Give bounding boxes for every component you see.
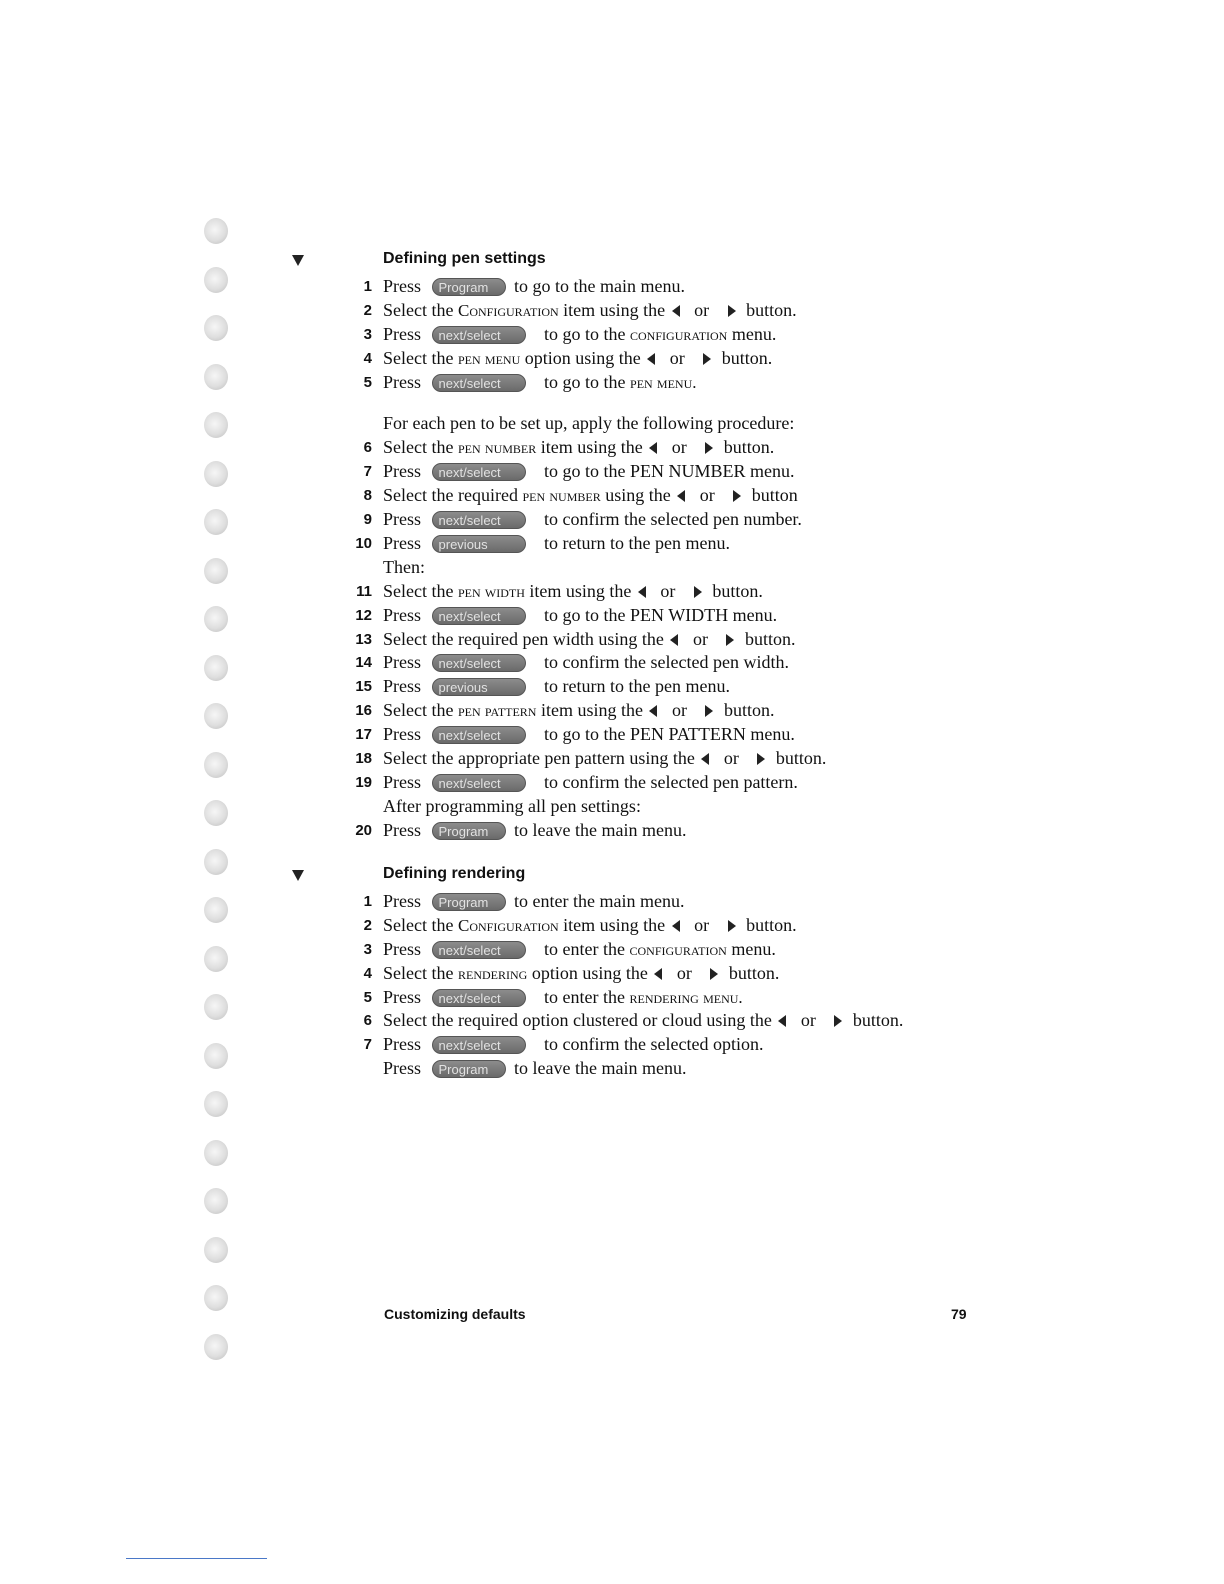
step-text-fragment: button. [746,915,797,935]
step-text-fragment: or [660,581,676,601]
step-text-fragment: Select the [383,700,454,720]
step-text-fragment: to enter the main menu. [514,891,685,911]
binder-hole [204,1188,228,1214]
step-text [383,411,794,435]
step-text-fragment: option using the [524,348,641,368]
next-select-key-icon: next/select [432,326,526,344]
step-number: 17 [355,726,372,743]
step-text-fragment: to return to the pen menu. [544,533,730,553]
left-arrow-icon [654,968,662,980]
step-text-fragment: Select the [383,437,454,457]
left-arrow-icon [649,442,657,454]
binder-hole [204,655,228,681]
binder-hole [204,315,228,341]
step-text-fragment: button. [723,700,775,720]
step-text [383,346,772,371]
step-text [383,507,802,531]
step-text [383,818,686,842]
program-key-icon: Program [432,893,506,911]
binder-hole [204,558,228,584]
step-text-fragment: or [676,963,692,983]
right-arrow-icon [728,305,736,317]
step-number: 14 [355,654,372,671]
next-select-key-icon: next/select [432,463,526,481]
left-arrow-icon [778,1015,786,1027]
binder-hole [204,218,228,244]
binder-holes [200,218,234,1363]
step-text-fragment: or [694,915,710,935]
step-text-fragment: After programming all pen settings: [383,796,641,816]
binder-hole [204,1140,228,1166]
step-text-fragment: Select the [383,348,454,368]
binder-hole [204,752,228,778]
page-number: 79 [951,1306,967,1322]
step-text [383,674,730,698]
step-number: 9 [363,511,372,528]
next-select-key-icon: next/select [432,774,526,792]
step-number: 2 [363,302,372,319]
step-text-fragment: button. [746,300,797,320]
section-title: Defining pen settings [383,250,546,267]
step-number: 6 [363,439,372,456]
left-arrow-icon [672,305,680,317]
next-select-key-icon: next/select [432,607,526,625]
section-arrow-icon [292,870,304,881]
binder-hole [204,412,228,438]
menu-item-name: configuration [629,940,727,959]
menu-item-name: pen width [457,582,525,601]
program-key-icon: Program [432,278,506,296]
step-number: 1 [363,278,372,295]
step-number: 13 [355,631,372,648]
step-text [383,531,730,555]
step-text-fragment: to go to the main menu. [514,276,685,296]
binder-hole [204,897,228,923]
step-number: 3 [363,326,372,343]
right-arrow-icon [757,753,765,765]
menu-item-name: pen number [522,486,601,505]
step-text-fragment: or [800,1010,816,1030]
previous-key-icon: previous [432,535,526,553]
right-arrow-icon [705,705,713,717]
step-number: 3 [363,941,372,958]
step-text-fragment: to confirm the selected pen number. [544,509,802,529]
binder-hole [204,1091,228,1117]
step-text [383,298,797,323]
step-text-fragment: button. [744,629,796,649]
step-text-fragment: to enter the [544,987,625,1007]
step-text [383,1056,686,1080]
step-text [383,1008,903,1032]
step-text [383,483,798,508]
step-text-fragment: Select the [383,963,454,983]
menu-item-name: Configuration [457,301,559,320]
step-number: 11 [356,583,372,600]
step-text-fragment: to return to the pen menu. [544,676,730,696]
menu-item-name: configuration [630,325,728,344]
right-arrow-icon [710,968,718,980]
binder-hole [204,1334,228,1360]
step-number: 16 [355,702,372,719]
step-text-fragment: to go to the PEN WIDTH menu. [544,605,778,625]
previous-key-icon: previous [432,678,526,696]
binder-hole [204,364,228,390]
step-text-fragment: For each pen to be set up, apply the following procedure: [383,413,795,433]
binder-hole [204,1237,228,1263]
step-text-fragment: to confirm the selected pen width. [544,652,789,672]
step-text-fragment: button. [712,581,763,601]
step-text-fragment: menu. [731,939,776,959]
left-arrow-icon [647,353,655,365]
step-text [383,913,797,938]
step-text [383,889,684,913]
step-text-fragment: to go to the PEN NUMBER menu. [544,461,795,481]
step-number: 5 [363,374,372,391]
footer-title: Customizing defaults [384,1306,526,1322]
step-text-fragment: item using the [540,700,643,720]
step-text [383,555,425,579]
section-title: Defining rendering [383,865,526,882]
step-number: 18 [355,750,372,767]
right-arrow-icon [834,1015,842,1027]
step-number: 7 [363,463,372,480]
step-text-fragment: item using the [563,915,666,935]
step-text [383,579,763,604]
step-text-fragment: Press [383,820,422,840]
step-number: 10 [355,535,372,552]
program-key-icon: Program [432,1060,506,1078]
step-text-fragment: or [699,485,715,505]
binder-hole [204,1285,228,1311]
step-number: 4 [363,965,372,982]
step-text [383,322,776,347]
program-key-icon: Program [432,822,506,840]
right-arrow-icon [726,634,734,646]
binder-hole [204,461,228,487]
step-text-fragment: Select the required [383,485,518,505]
right-arrow-icon [728,920,736,932]
step-text-fragment: Press [383,461,422,481]
left-arrow-icon [701,753,709,765]
step-text-fragment: to go to the PEN PATTERN menu. [544,724,795,744]
step-text [383,1032,763,1056]
step-text-fragment: Press [383,324,422,344]
right-arrow-icon [694,586,702,598]
step-text [383,746,826,770]
step-text [383,435,774,460]
step-text-fragment: or [671,700,687,720]
step-text [383,937,776,962]
step-text-fragment: Press [383,1058,422,1078]
step-text-fragment: button. [721,348,773,368]
menu-item-name: pen number [457,438,537,457]
step-text [383,794,641,818]
step-text-fragment: Press [383,533,422,553]
step-number: 7 [363,1036,372,1053]
right-arrow-icon [705,442,713,454]
step-text-fragment: menu. [731,324,777,344]
step-text-fragment: button. [775,748,827,768]
binder-hole [204,800,228,826]
binder-hole [204,946,228,972]
step-text-fragment: button [751,485,798,505]
step-text [383,961,779,986]
next-select-key-icon: next/select [432,726,526,744]
step-text [383,722,795,746]
binder-hole [204,509,228,535]
binder-hole [204,994,228,1020]
step-text-fragment: Then: [383,557,425,577]
step-text-fragment: to enter the [544,939,625,959]
step-text [383,698,775,723]
step-number: 2 [363,917,372,934]
step-number: 8 [363,487,372,504]
next-select-key-icon: next/select [432,511,526,529]
binder-hole [204,267,228,293]
step-text-fragment: button. [723,437,775,457]
next-select-key-icon: next/select [432,374,526,392]
step-text-fragment: Press [383,276,422,296]
left-arrow-icon [672,920,680,932]
step-text-fragment: item using the [529,581,632,601]
binder-hole [204,849,228,875]
menu-item-name: pen menu. [630,373,697,392]
right-arrow-icon [703,353,711,365]
step-text-fragment: Select the [383,915,454,935]
binder-hole [204,606,228,632]
binder-hole [204,1043,228,1069]
step-text-fragment: Press [383,987,422,1007]
step-text-fragment: Press [383,724,422,744]
step-text-fragment: Press [383,891,422,911]
step-text-fragment: Select the [383,300,454,320]
left-arrow-icon [638,586,646,598]
step-text-fragment: Press [383,372,422,392]
step-number: 12 [355,607,372,624]
step-text [383,627,795,651]
step-text-fragment: Select the required pen width using the [383,629,664,649]
step-text-fragment: Select the [383,581,454,601]
bottom-rule [126,1558,267,1559]
step-text [383,459,795,483]
step-text [383,770,798,794]
step-text-fragment: button. [728,963,780,983]
step-text-fragment: Press [383,1034,422,1054]
step-text-fragment: Select the appropriate pen pattern using the [383,748,695,768]
section-arrow-icon [292,255,304,266]
next-select-key-icon: next/select [432,941,526,959]
next-select-key-icon: next/select [432,989,526,1007]
step-text [383,274,685,298]
step-text-fragment: Press [383,772,422,792]
step-number: 4 [363,350,372,367]
step-text-fragment: to confirm the selected option. [544,1034,764,1054]
step-text-fragment: Press [383,652,422,672]
step-text-fragment: Press [383,676,422,696]
step-number: 15 [355,678,372,695]
menu-item-name: rendering [457,964,528,983]
step-text-fragment: or [669,348,685,368]
step-text-fragment: or [671,437,687,457]
step-number: 20 [355,822,372,839]
step-text-fragment: item using the [540,437,643,457]
step-text-fragment: Press [383,605,422,625]
step-text-fragment: Select the required option clustered or cloud using the [383,1010,772,1030]
step-number: 5 [363,989,372,1006]
step-text [383,985,743,1010]
step-number: 1 [363,893,372,910]
step-text-fragment: to leave the main menu. [514,1058,687,1078]
step-text-fragment: or [692,629,708,649]
step-text [383,370,697,395]
step-number: 19 [355,774,372,791]
step-text [383,603,777,627]
binder-hole [204,703,228,729]
step-text-fragment: item using the [563,300,666,320]
menu-item-name: pen pattern [457,701,537,720]
step-text-fragment: or [694,300,710,320]
right-arrow-icon [733,490,741,502]
next-select-key-icon: next/select [432,654,526,672]
step-text-fragment: to confirm the selected pen pattern. [544,772,798,792]
menu-item-name: pen menu [457,349,521,368]
step-text [383,650,789,674]
step-text-fragment: option using the [531,963,648,983]
left-arrow-icon [649,705,657,717]
step-text-fragment: or [723,748,739,768]
step-text-fragment: button. [852,1010,904,1030]
step-number: 6 [363,1012,372,1029]
left-arrow-icon [670,634,678,646]
step-text-fragment: using the [605,485,671,505]
step-text-fragment: to leave the main menu. [514,820,687,840]
step-text-fragment: to go to the [544,372,626,392]
menu-item-name: Configuration [457,916,559,935]
step-text-fragment: Press [383,509,422,529]
menu-item-name: rendering menu. [629,988,743,1007]
step-text-fragment: Press [383,939,422,959]
step-text-fragment: to go to the [544,324,626,344]
left-arrow-icon [677,490,685,502]
next-select-key-icon: next/select [432,1036,526,1054]
